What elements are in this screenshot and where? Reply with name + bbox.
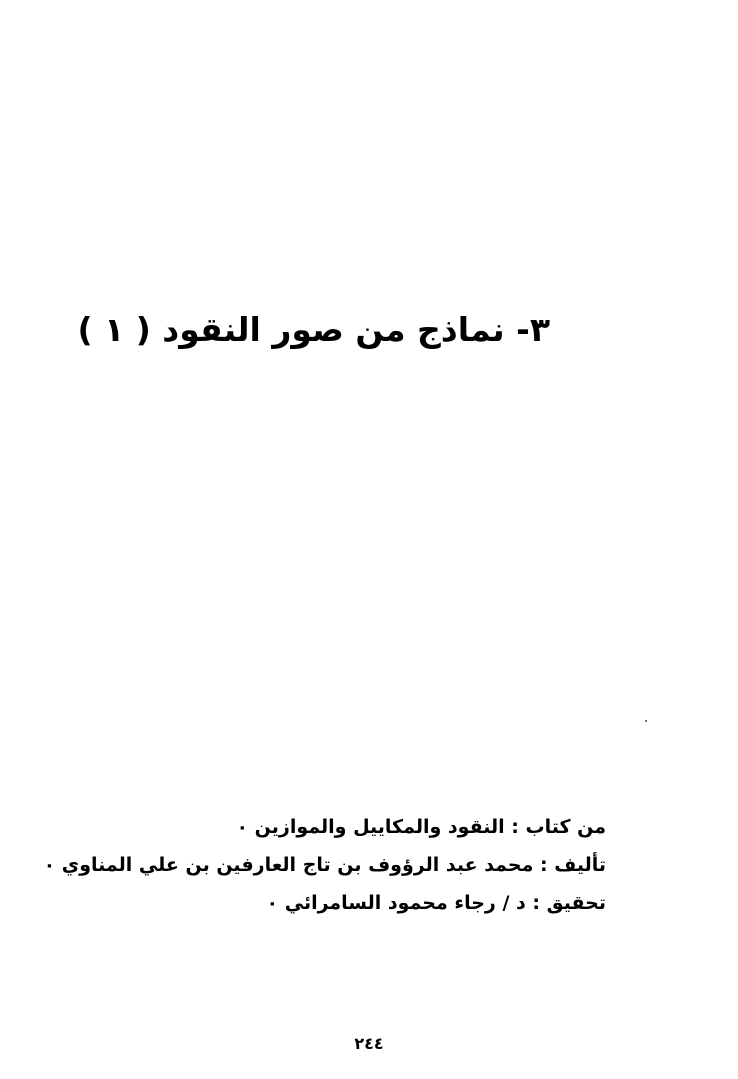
section-heading: ٣- نماذج من صور النقود ( ١ ) xyxy=(77,310,550,349)
source-citation xyxy=(43,808,606,922)
source-editor-line: تحقيق : د / رجاء محمود السامرائي ٠ xyxy=(266,892,606,914)
page-number: ٢٤٤ xyxy=(354,1034,384,1053)
source-author-line: تأليف : محمد عبد الرؤوف بن تاج العارفين بن علي المناوي ٠ xyxy=(43,854,606,876)
scan-speck xyxy=(645,720,647,722)
source-book-line: من كتاب : النقود والمكاييل والموازين ٠ xyxy=(236,816,606,838)
